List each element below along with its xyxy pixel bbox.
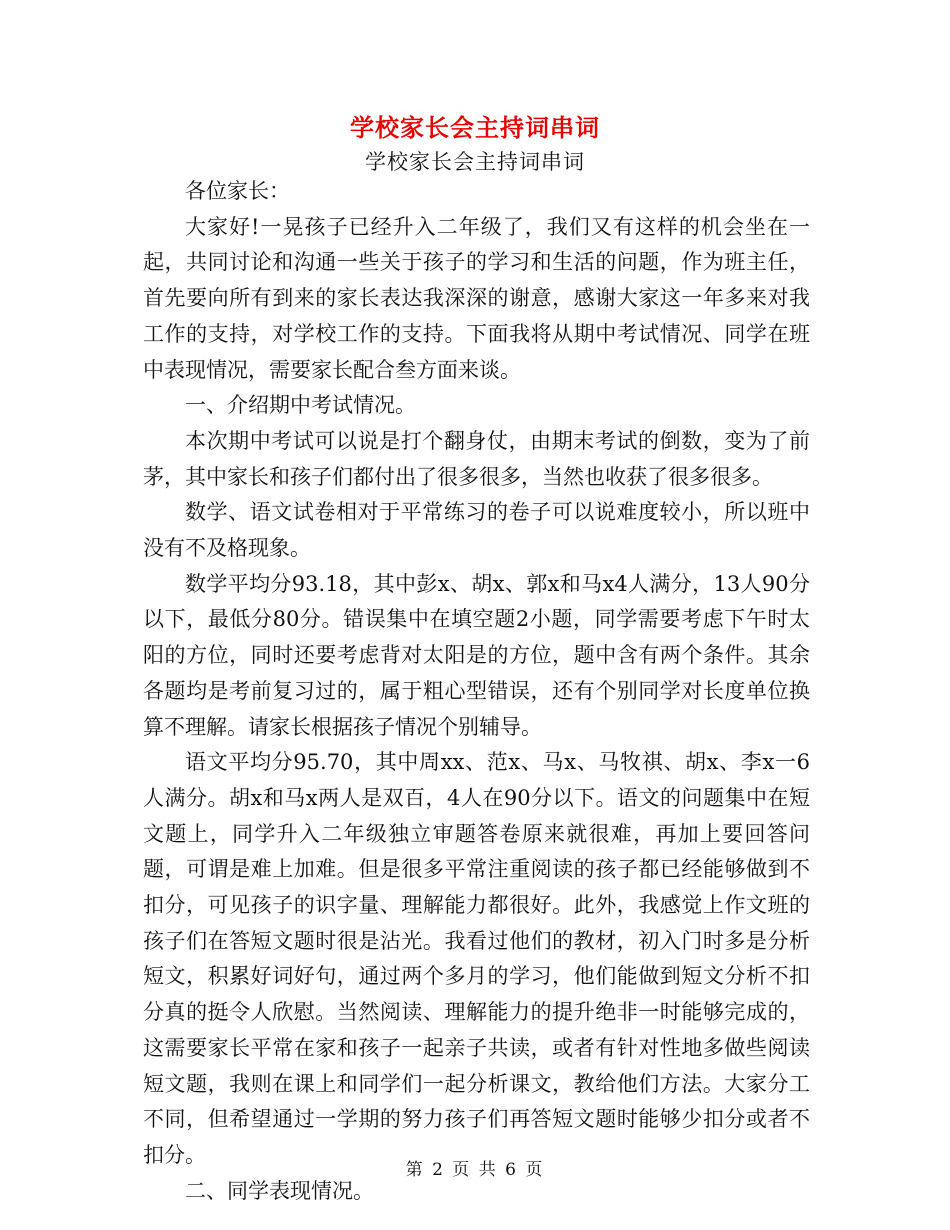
paragraph-exam-difficulty: 数学、语文试卷相对于平常练习的卷子可以说难度较小，所以班中没有不及格现象。: [143, 500, 810, 561]
paragraph-exam-overview: 本次期中考试可以说是打个翻身仗，由期末考试的倒数，变为了前茅，其中家长和孩子们都付出了很多很多，当然也收获了很多很多。: [143, 428, 810, 489]
section-heading-1: 一、介绍期中考试情况。: [185, 393, 416, 418]
page-footer: 第 2 页 共 6 页: [405, 1160, 545, 1180]
document-subtitle: 学校家长会主持词串词: [365, 150, 585, 174]
paragraph-math-results: 数学平均分93.18，其中彭x、胡x、郭x和马x4人满分，13人90分以下，最低分80分。错误集中在填空题2小题，同学需要考虑下午时太阳的方位，同时还要考虑背对太阳是的方位，题中含有两个条件。其余各题均是考前复习过的，属于粗心型错误，还有个别同学对长度单位换算不理解。请家长根据孩子情况个别辅导。: [143, 571, 810, 739]
document-body: [143, 174, 810, 1209]
section-heading-2: 二、同学表现情况。: [185, 1178, 374, 1203]
paragraph-greeting: 各位家长：: [185, 179, 290, 203]
paragraph-chinese-results: 语文平均分95.70，其中周xx、范x、马x、马牧祺、胡x、李x一6人满分。胡x和马x两人是双百，4人在90分以下。语文的问题集中在短文题上，同学升入二年级独立审题答卷原来就很难，再加上要回答问题，可谓是难上加难。但是很多平常注重阅读的孩子都已经能够做到不扣分，可见孩子的识字量、理解能力都很好。此外，我感觉上作文班的孩子们在答短文题时很是沾光。我看过他们的教材，初入门时多是分析短文，积累好词好句，通过两个多月的学习，他们能做到短文分析不扣分真的挺令人欣慰。当然阅读、理解能力的提升绝非一时能够完成的，这需要家长平常在家和孩子一起亲子共读，或者有针对性地多做些阅读短文题，我则在课上和同学们一起分析课文，教给他们方法。大家分工不同，但希望通过一学期的努力孩子们再答短文题时能够少扣分或者不扣分。: [143, 750, 810, 1167]
paragraph-intro: 大家好!一晃孩子已经升入二年级了，我们又有这样的机会坐在一起，共同讨论和沟通一些关于孩子的学习和生活的问题，作为班主任，首先要向所有到来的家长表达我深深的谢意，感谢大家这一年多来对我工作的支持，对学校工作的支持。下面我将从期中考试情况、同学在班中表现情况，需要家长配合叁方面来谈。: [143, 214, 810, 382]
document-title: 学校家长会主持词串词: [350, 113, 600, 142]
